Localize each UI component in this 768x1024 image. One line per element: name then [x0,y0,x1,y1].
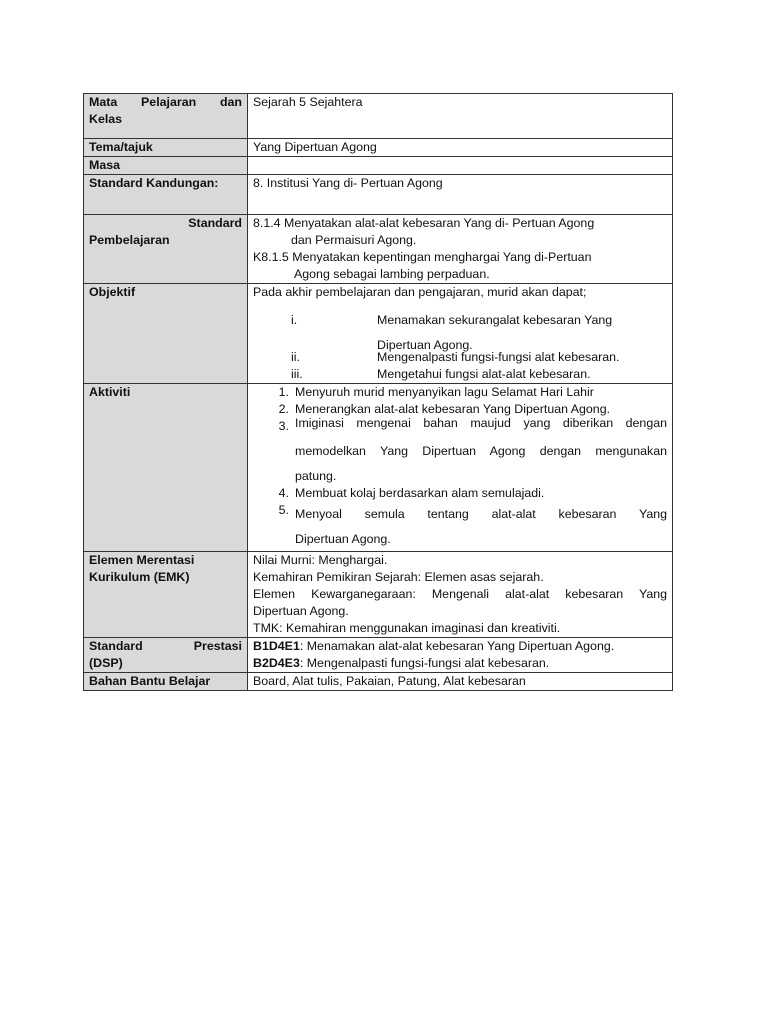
value-materials: Board, Alat tulis, Pakaian, Patung, Alat kebesaran [248,673,673,691]
label-subject [84,94,248,139]
list-item [253,366,667,383]
list-text-line1: Imiginasi mengenai bahan maujud yang diberikan dengan [295,416,667,430]
learning-standard-item2-line2: Agong sebagai lambing perpaduan. [294,267,490,281]
table-row-dsp [84,638,673,673]
list-text: Menyuruh murid menyanyikan lagu Selamat Hari Lahir [295,385,594,399]
list-number: i. [291,313,298,327]
value-learning-standard [248,215,673,284]
dsp-line1 [253,638,667,655]
list-text: Mengenalpasti fungsi-fungsi alat kebesaran. [377,350,620,364]
list-item [253,485,667,502]
label-learning-standard-line2: Pembelajaran [89,233,170,247]
dsp-code: B2D4E3 [253,656,300,670]
value-activity [248,384,673,552]
list-text: Mengetahui fungsi alat-alat kebesaran. [377,367,591,381]
label-word: dan [219,95,242,109]
value-content-standard: 8. Institusi Yang di- Pertuan Agong [248,175,673,215]
label-dsp-line2: (DSP) [89,656,123,670]
label-activity: Aktiviti [84,384,248,552]
label-emk-line1: Elemen Merentasi [89,553,195,567]
objective-intro: Pada akhir pembelajaran dan pengajaran, murid akan dapat; [253,285,587,299]
table-row-materials [84,673,673,691]
value-objective [248,284,673,384]
label-word: Mata [89,95,118,109]
dsp-code: B1D4E1 [253,639,300,653]
emk-line4: TMK: Kemahiran menggunakan imaginasi dan kreativiti. [253,621,561,635]
learning-standard-item2-line1: K8.1.5 Menyatakan kepentingan menghargai Yang di-Pertuan [253,250,592,264]
list-text [295,415,667,488]
label-subject-line2: Kelas [89,112,123,126]
value-theme: Yang Dipertuan Agong [248,139,673,157]
list-item [253,502,667,551]
label-emk [84,552,248,638]
label-word: Prestasi [193,639,242,653]
table-row-emk [84,552,673,638]
dsp-line2 [253,655,667,672]
label-emk-line2: Kurikulum (EMK) [89,570,190,584]
list-number: ii. [291,350,300,364]
learning-standard-item1-line1: 8.1.4 Menyatakan alat-alat kebesaran Yang di- Pertuan Agong [253,216,595,230]
label-learning-standard-line1: Standard [188,216,242,230]
emk-line3b: Dipertuan Agong. [253,604,349,618]
list-number: 3. [278,419,289,433]
list-text-line2: Dipertuan Agong. [377,337,473,352]
list-text-line3: patung. [295,468,337,483]
list-text: Menerangkan alat-alat kebesaran Yang Dipertuan Agong. [295,402,611,416]
list-text-line2: Dipertuan Agong. [295,531,391,546]
learning-standard-item1-line2: dan Permaisuri Agong. [291,233,417,247]
list-item [253,349,667,366]
emk-line3a: Elemen Kewarganegaraan: Mengenali alat-alat kebesaran Yang [253,587,667,601]
value-emk [248,552,673,638]
list-number: 4. [278,486,289,500]
list-text-line1: Menamakan sekurangalat kebesaran Yang [377,313,613,327]
table-row-subject [84,94,673,139]
table-row-time [84,157,673,175]
label-learning-standard [84,215,248,284]
dsp-text: : Menamakan alat-alat kebesaran Yang Dipertuan Agong. [299,639,615,653]
emk-line1: Nilai Murni: Menghargai. [253,553,388,567]
table-row-content-standard [84,175,673,215]
label-subject-line1 [89,94,242,111]
list-number: 2. [278,402,289,416]
label-dsp-line1 [89,638,242,655]
list-item [253,384,667,401]
label-materials: Bahan Bantu Belajar [84,673,248,691]
table-row-learning-standard [84,215,673,284]
list-text-line2: memodelkan Yang Dipertuan Agong dengan mengunakan [295,444,667,458]
label-objective: Objektif [84,284,248,384]
label-word: Standard [89,639,143,653]
label-dsp [84,638,248,673]
value-subject: Sejarah 5 Sejahtera [248,94,673,139]
list-number: iii. [291,367,303,381]
list-text: Membuat kolaj berdasarkan alam semulajadi. [295,486,545,500]
value-time [248,157,673,175]
label-content-standard: Standard Kandungan: [84,175,248,215]
table-row-objective [84,284,673,384]
label-time: Masa [84,157,248,175]
dsp-text: : Mengenalpasti fungsi-fungsi alat kebesaran. [299,656,550,670]
list-text [295,502,667,551]
list-item [253,418,667,485]
list-text-line1: Menyoal semula tentang alat-alat kebesaran Yang [295,507,667,521]
table-row-theme [84,139,673,157]
label-word: Pelajaran [141,95,197,109]
label-theme: Tema/tajuk [84,139,248,157]
value-dsp [248,638,673,673]
table-row-activity [84,384,673,552]
emk-line2: Kemahiran Pemikiran Sejarah: Elemen asas sejarah. [253,570,544,584]
list-number: 1. [278,385,289,399]
list-number: 5. [278,503,289,517]
lesson-plan-table [83,93,673,691]
